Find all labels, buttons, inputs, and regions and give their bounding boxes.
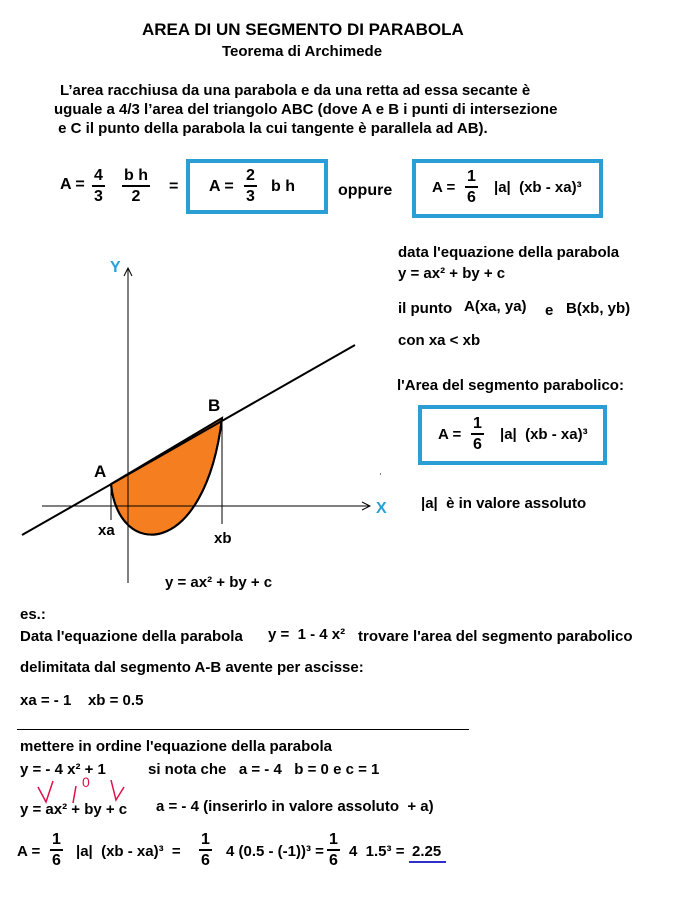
fraction-denominator: 6 bbox=[52, 852, 61, 869]
formula-a-label: A = bbox=[17, 843, 41, 860]
intro-line-3: e C il punto della parabola la cui tangente è parallela ad AB). bbox=[54, 120, 488, 137]
fraction-denominator: 6 bbox=[329, 852, 338, 869]
check-mark-icon bbox=[111, 780, 124, 800]
fraction-numerator: 1 bbox=[465, 167, 478, 188]
side-point-label: il punto bbox=[398, 300, 453, 317]
side-intro: data l'equazione della parabola bbox=[398, 244, 620, 261]
point-b-label: B bbox=[208, 396, 221, 415]
side-condition: con xa < xb bbox=[398, 332, 481, 349]
example-equation: y = 1 - 4 x² bbox=[268, 626, 346, 643]
fraction-denominator: 6 bbox=[201, 852, 210, 869]
fraction-numerator: 1 bbox=[471, 414, 484, 435]
intro-line-2: uguale a 4/3 l’area del triangolo ABC (dove A e B i punti di intersezione bbox=[54, 101, 558, 118]
simplified: 4 1.5³ = bbox=[349, 843, 405, 860]
oppure-label: oppure bbox=[338, 182, 393, 199]
example-abscissas: xa = - 1 xb = 0.5 bbox=[20, 692, 144, 709]
side-point-a: A(xa, ya) bbox=[464, 298, 527, 315]
side-and: e bbox=[545, 302, 554, 319]
fraction-denominator: 2 bbox=[131, 188, 141, 205]
fraction-numerator: 4 bbox=[92, 166, 105, 187]
side-point-b: B(xb, yb) bbox=[566, 300, 631, 317]
check-mark-icon bbox=[38, 781, 53, 802]
fraction-numerator: b h bbox=[122, 166, 150, 187]
fraction-numerator: 1 bbox=[327, 830, 340, 851]
formula-a-label: A = bbox=[60, 176, 85, 193]
absolute-value-instruction: a = - 4 (inserirlo in valore assoluto + a) bbox=[156, 798, 434, 815]
example-segment-text: delimitata dal segmento A-B avente per ascisse: bbox=[20, 659, 364, 676]
general-equation: y = ax² + by + c bbox=[20, 801, 128, 818]
fraction-denominator: 3 bbox=[94, 188, 103, 205]
fraction-numerator: 2 bbox=[244, 166, 257, 187]
xa-label: xa bbox=[98, 522, 115, 539]
x-axis-label: X bbox=[376, 500, 387, 517]
formula-a-label: A = bbox=[438, 426, 462, 443]
fraction-one-sixth bbox=[199, 830, 212, 871]
y-axis-label: Y bbox=[110, 259, 121, 276]
formula-abs-a-diff: |a| (xb - xa)³ bbox=[494, 179, 582, 196]
xb-label: xb bbox=[214, 530, 232, 547]
result-underline bbox=[409, 861, 446, 863]
side-equation: y = ax² + by + c bbox=[398, 265, 506, 282]
reordered-equation: y = - 4 x² + 1 bbox=[20, 761, 106, 778]
fraction-numerator: 1 bbox=[199, 830, 212, 851]
point-a-label: A bbox=[94, 462, 107, 481]
fraction-denominator: 6 bbox=[467, 189, 476, 206]
example-label: es.: bbox=[20, 606, 46, 623]
example-given: Data l'equazione della parabola bbox=[20, 628, 243, 645]
formula-abs-a-diff: |a| (xb - xa)³ = bbox=[76, 843, 181, 860]
result-value: 2.25 bbox=[412, 843, 442, 860]
zero-mark: 0 bbox=[82, 774, 90, 790]
fraction-denominator: 3 bbox=[246, 188, 255, 205]
formula-a-label: A = bbox=[209, 178, 234, 195]
side-area-title: l'Area del segmento parabolico: bbox=[397, 377, 624, 394]
formula-bh: b h bbox=[271, 178, 295, 195]
fraction-one-sixth bbox=[50, 830, 63, 871]
example-task: trovare l'area del segmento parabolico bbox=[358, 628, 633, 645]
absolute-value-note: |a| è in valore assoluto bbox=[421, 495, 587, 512]
intro-line-1: L’area racchiusa da una parabola e da una retta ad essa secante è bbox=[60, 82, 531, 99]
fraction-numerator: 1 bbox=[50, 830, 63, 851]
substitution: 4 (0.5 - (-1))³ = bbox=[226, 843, 324, 860]
page-title: AREA DI UN SEGMENTO DI PARABOLA bbox=[142, 20, 464, 39]
reorder-instruction: mettere in ordine l'equazione della parabola bbox=[20, 738, 332, 755]
equals-sign: = bbox=[169, 178, 179, 195]
page-subtitle: Teorema di Archimede bbox=[222, 43, 383, 60]
fraction-one-sixth bbox=[327, 830, 340, 871]
coefficients-note: si nota che a = - 4 b = 0 e c = 1 bbox=[148, 761, 380, 778]
parabola-equation-label: y = ax² + by + c bbox=[165, 574, 273, 591]
formula-a-label: A = bbox=[432, 179, 456, 196]
fraction-denominator: 6 bbox=[473, 436, 482, 453]
formula-abs-a-diff: |a| (xb - xa)³ bbox=[500, 426, 588, 443]
